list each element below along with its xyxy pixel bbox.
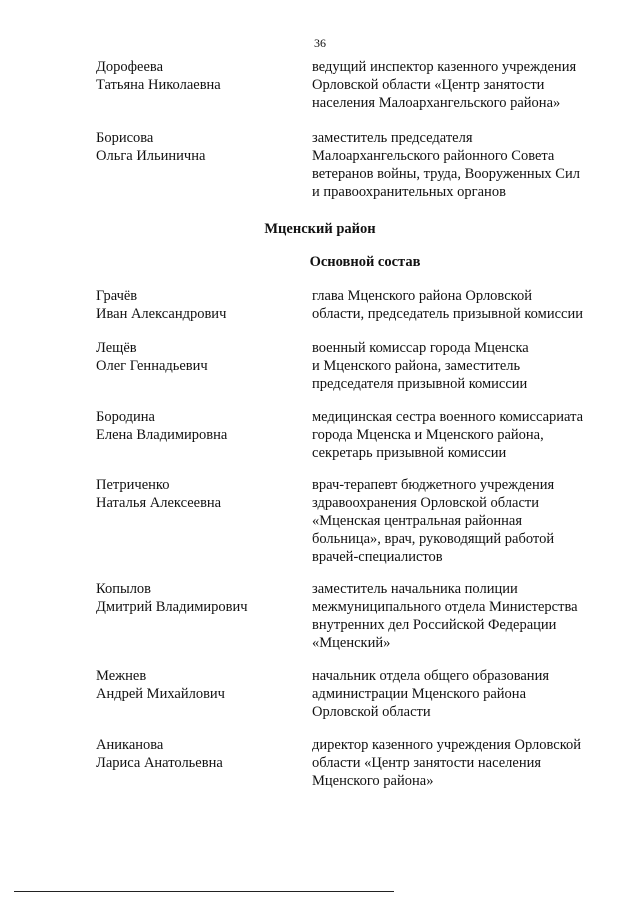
member-name bbox=[96, 476, 301, 512]
role-line: администрации Мценского района bbox=[312, 686, 527, 702]
member-given-names: Олег Геннадьевич bbox=[96, 358, 208, 374]
member-surname: Аниканова bbox=[96, 737, 164, 753]
member-name bbox=[96, 129, 301, 165]
member-name bbox=[96, 287, 301, 323]
role-line: секретарь призывной комиссии bbox=[312, 445, 507, 461]
role-line: начальник отдела общего образования bbox=[312, 668, 549, 684]
member-given-names: Наталья Алексеевна bbox=[96, 495, 222, 511]
role-line: больница», врач, руководящий работой bbox=[312, 531, 555, 547]
role-line: «Мценский» bbox=[312, 635, 391, 651]
subsection-title: Основной состав bbox=[309, 254, 421, 270]
footer-rule bbox=[14, 891, 394, 892]
member-role bbox=[312, 408, 602, 462]
member-given-names: Татьяна Николаевна bbox=[96, 77, 221, 93]
role-line: «Мценская центральная районная bbox=[312, 513, 523, 529]
member-surname: Грачёв bbox=[96, 288, 138, 304]
member-surname: Бородина bbox=[96, 409, 155, 425]
role-line: председателя призывной комиссии bbox=[312, 376, 528, 392]
role-line: области, председатель призывной комиссии bbox=[312, 306, 583, 322]
member-role bbox=[312, 580, 602, 652]
member-name bbox=[96, 736, 301, 772]
member-role bbox=[312, 736, 602, 790]
member-surname: Межнев bbox=[96, 668, 147, 684]
member-role bbox=[312, 667, 602, 721]
role-line: глава Мценского района Орловской bbox=[312, 288, 532, 304]
member-name bbox=[96, 408, 301, 444]
member-name bbox=[96, 580, 301, 616]
role-line: врачей-специалистов bbox=[312, 549, 443, 565]
role-line: ветеранов войны, труда, Вооруженных Сил bbox=[312, 166, 580, 182]
member-name bbox=[96, 58, 301, 94]
member-given-names: Лариса Анатольевна bbox=[96, 755, 223, 771]
member-surname: Дорофеева bbox=[96, 59, 163, 75]
role-line: Мценского района» bbox=[312, 773, 434, 789]
member-name bbox=[96, 339, 301, 375]
member-given-names: Елена Владимировна bbox=[96, 427, 228, 443]
role-line: населения Малоархангельского района» bbox=[312, 95, 561, 111]
role-line: заместитель начальника полиции bbox=[312, 581, 518, 597]
role-line: директор казенного учреждения Орловской bbox=[312, 737, 582, 753]
member-role bbox=[312, 339, 602, 393]
role-line: военный комиссар города Мценска bbox=[312, 340, 529, 356]
role-line: заместитель председателя bbox=[312, 130, 473, 146]
role-line: ведущий инспектор казенного учреждения bbox=[312, 59, 577, 75]
role-line: межмуниципального отдела Министерства bbox=[312, 599, 578, 615]
member-name bbox=[96, 667, 301, 703]
role-line: области «Центр занятости населения bbox=[312, 755, 542, 771]
role-line: врач-терапевт бюджетного учреждения bbox=[312, 477, 555, 493]
role-line: Малоархангельского районного Совета bbox=[312, 148, 555, 164]
role-line: и правоохранительных органов bbox=[312, 184, 506, 200]
member-role bbox=[312, 476, 602, 566]
role-line: внутренних дел Российской Федерации bbox=[312, 617, 557, 633]
member-surname: Борисова bbox=[96, 130, 154, 146]
member-given-names: Дмитрий Владимирович bbox=[96, 599, 248, 615]
member-surname: Петриченко bbox=[96, 477, 170, 493]
member-given-names: Иван Александрович bbox=[96, 306, 227, 322]
role-line: Орловской области bbox=[312, 704, 431, 720]
role-line: и Мценского района, заместитель bbox=[312, 358, 521, 374]
role-line: Орловской области «Центр занятости bbox=[312, 77, 545, 93]
page-number: 36 bbox=[314, 36, 326, 50]
member-role bbox=[312, 129, 602, 201]
member-surname: Копылов bbox=[96, 581, 152, 597]
role-line: здравоохранения Орловской области bbox=[312, 495, 539, 511]
role-line: медицинская сестра военного комиссариата bbox=[312, 409, 584, 425]
section-title: Мценский район bbox=[264, 221, 376, 237]
member-surname: Лещёв bbox=[96, 340, 137, 356]
member-given-names: Андрей Михайлович bbox=[96, 686, 225, 702]
member-role bbox=[312, 287, 602, 323]
role-line: города Мценска и Мценского района, bbox=[312, 427, 544, 443]
member-given-names: Ольга Ильинична bbox=[96, 148, 206, 164]
member-role bbox=[312, 58, 602, 112]
